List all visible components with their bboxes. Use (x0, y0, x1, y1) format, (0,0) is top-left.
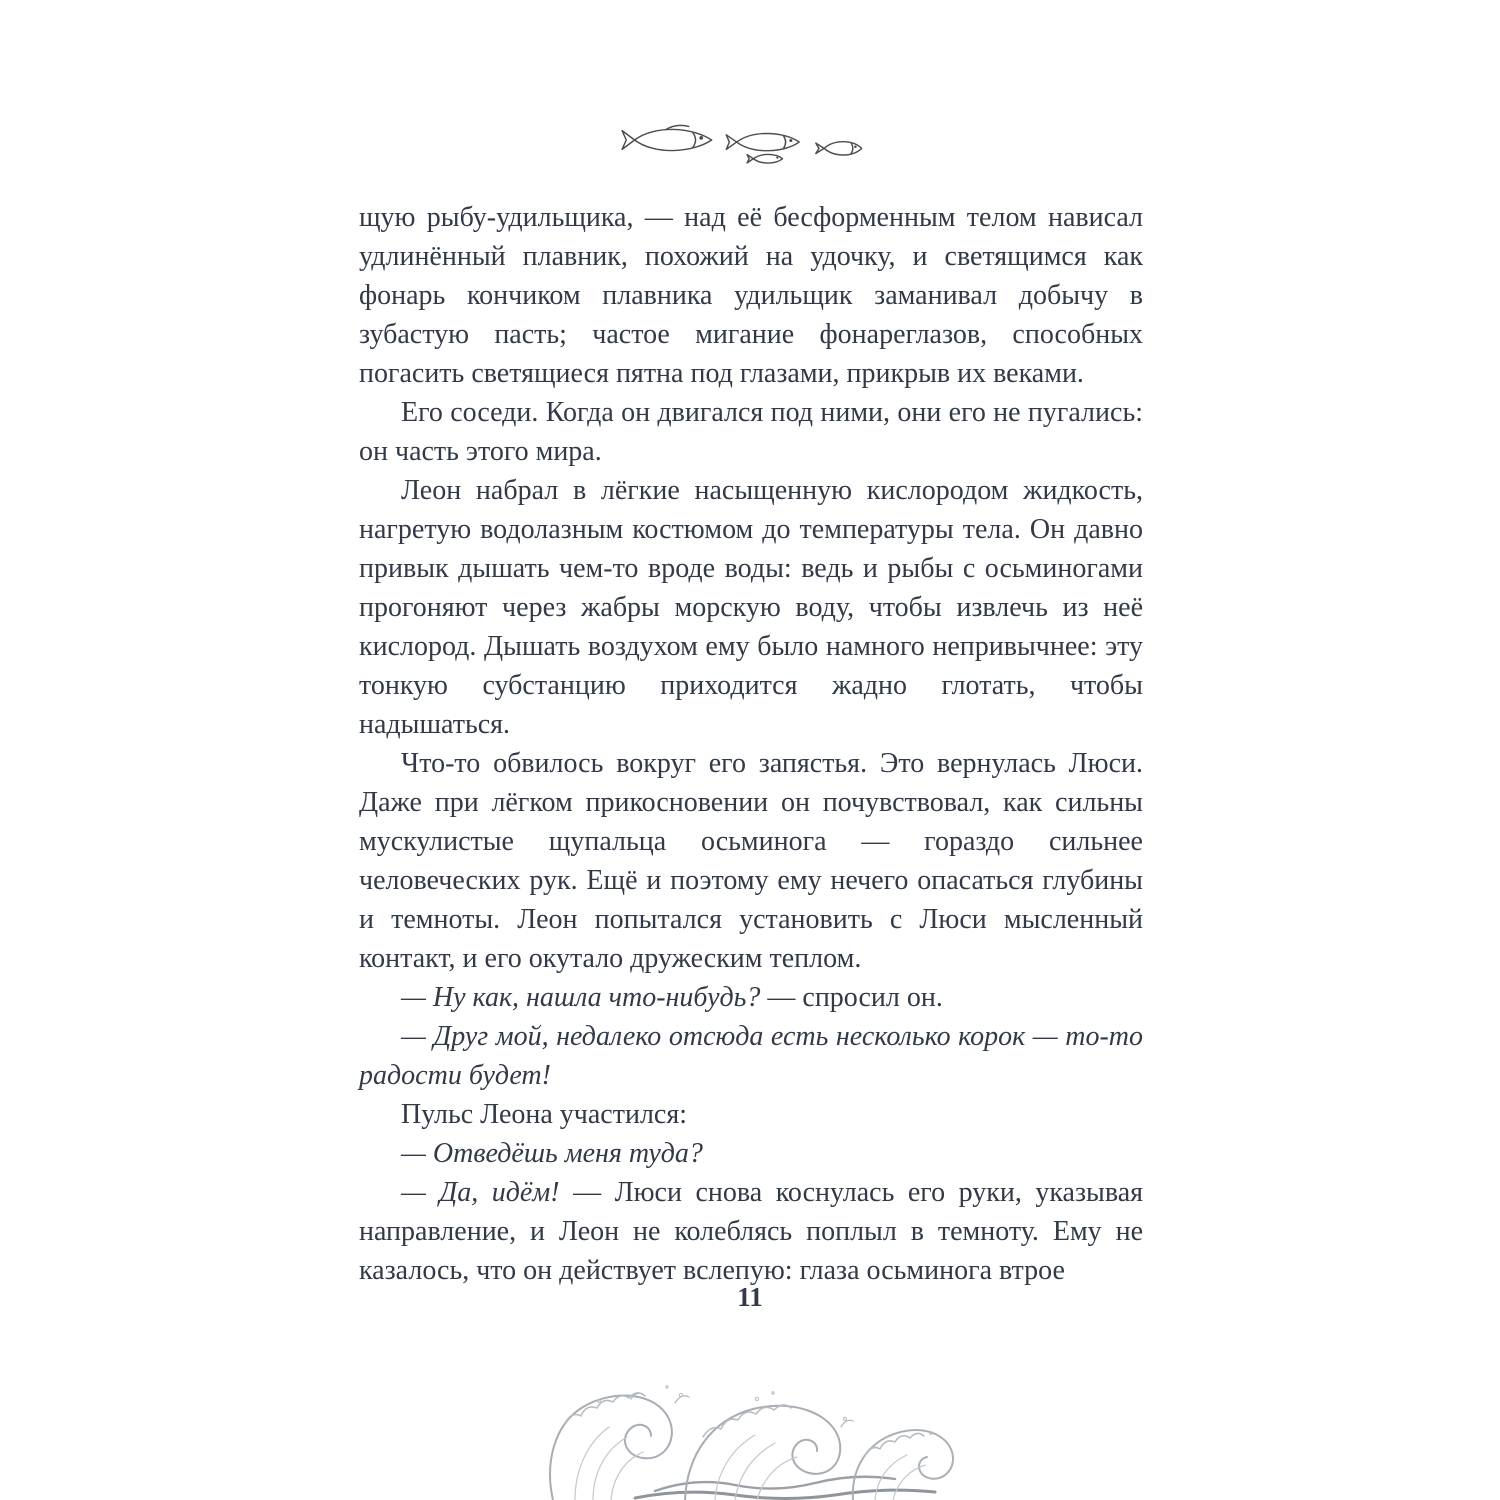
text-segment: — Да, идём! (401, 1177, 574, 1208)
text-segment: щую рыбу-удильщика, — над её бесформенным телом нависал удлинённый плавник, похожий на удочку, и светящимся как фонарь кончиком плавника удильщик заманивал добычу в зубастую пасть; частое мигание фонареглазов, способных погасить светящиеся пятна под глазами, прикрыв их веками. (359, 202, 1143, 389)
paragraph (359, 744, 1143, 978)
three-fish-illustration (620, 108, 870, 172)
paragraph (359, 1134, 1143, 1173)
text-segment: Леон набрал в лёгкие насыщенную кислородом жидкость, нагретую водолазным костюмом до температуры тела. Он давно привык дышать чем-то вроде воды: ведь и рыбы с осьминогами прогоняют через жабры морскую воду, чтобы извлечь из неё кислород. Дышать воздухом ему было намного непривычнее: эту тонкую субстанцию приходится жадно глотать, чтобы надышаться. (359, 475, 1143, 740)
text-segment: — Люси снова коснулась его руки, указывая направление, и Леон не колеблясь поплыл в темноту. Ему не казалось, что он действует вслепую: глаза осьминога втрое (359, 1177, 1144, 1286)
text-segment: Его соседи. Когда он двигался под ними, они его не пугались: он часть этого мира. (359, 397, 1143, 467)
ocean-waves-illustration (535, 1315, 965, 1500)
text-segment: — Друг мой, недалеко отсюда есть несколько корок — то-то радости будет! (359, 1021, 1143, 1091)
text-segment: — спросил он. (767, 982, 943, 1013)
paragraph (359, 393, 1143, 471)
page-number: 11 (737, 1282, 763, 1312)
text-segment: Что-то обвилось вокруг его запястья. Это вернулась Люси. Даже при лёгком прикосновении он почувствовал, как сильны мускулистые щупальца осьминога — гораздо сильнее человеческих рук. Ещё и поэтому ему нечего опасаться глубины и темноты. Леон попытался установить с Люси мысленный контакт, и его окутало дружеским теплом. (359, 748, 1143, 974)
paragraph (359, 198, 1143, 393)
paragraph (359, 471, 1143, 744)
paragraph (359, 978, 1143, 1017)
body-text (359, 198, 1143, 1290)
text-segment: — Ну как, нашла что-нибудь? (401, 982, 768, 1013)
text-segment: Пульс Леона участился: (401, 1099, 688, 1130)
paragraph (359, 1095, 1143, 1134)
paragraph (359, 1173, 1143, 1290)
text-segment: — Отведёшь меня туда? (401, 1138, 703, 1169)
paragraph (359, 1017, 1143, 1095)
